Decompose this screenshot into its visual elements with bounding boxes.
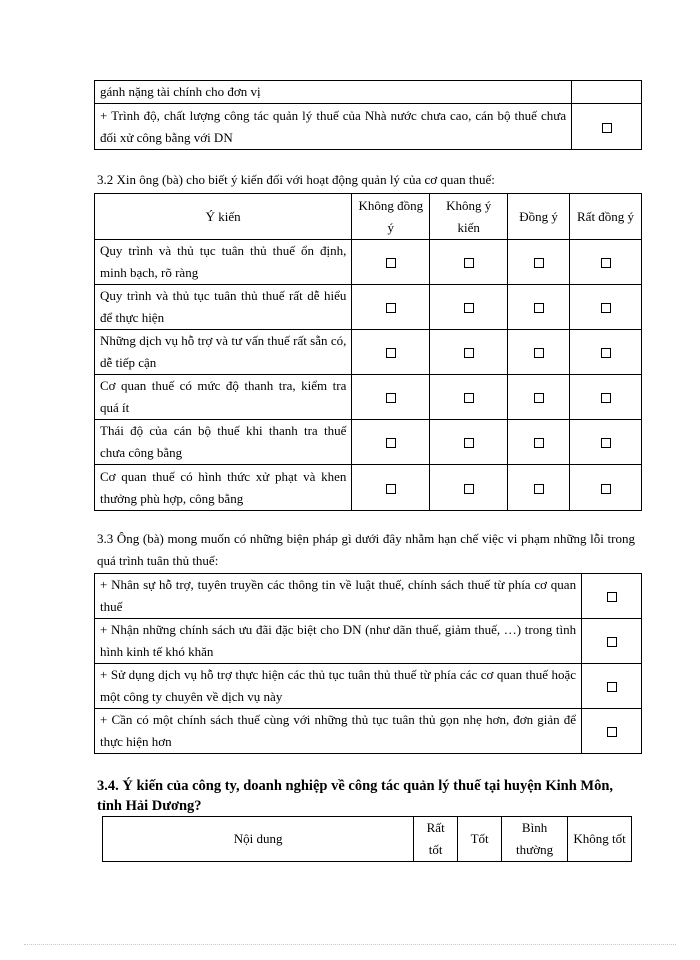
table-header-row — [103, 817, 632, 862]
checkbox-cell — [508, 330, 570, 375]
checkbox-cell — [352, 285, 430, 330]
table-row — [95, 285, 642, 330]
checkbox[interactable] — [464, 348, 474, 358]
checkbox[interactable] — [464, 303, 474, 313]
checkbox[interactable] — [534, 348, 544, 358]
section-3-4-title: 3.4. Ý kiến của công ty, doanh nghiệp về công tác quản lý thuế tại huyện Kinh Môn, tỉnh Hải Dương? — [97, 778, 614, 814]
checkbox-cell — [570, 285, 642, 330]
checkbox-cell — [352, 240, 430, 285]
checkbox-cell — [570, 420, 642, 465]
checkbox[interactable] — [534, 303, 544, 313]
table-row — [95, 420, 642, 465]
checkbox[interactable] — [601, 348, 611, 358]
checkbox-cell — [572, 104, 642, 150]
table-row — [95, 375, 642, 420]
checkbox-cell — [582, 574, 642, 619]
row-text: + Cần có một chính sách thuế cùng với những thủ tục tuân thủ gọn nhẹ hơn, đơn giản để thực hiện hơn — [95, 709, 582, 754]
row-text: Cơ quan thuế có hình thức xử phạt và khen thưởng phù hợp, công bằng — [95, 465, 352, 511]
checkbox-cell — [352, 375, 430, 420]
row-text: Quy trình và thủ tục tuân thủ thuế rất dễ hiểu để thực hiện — [95, 285, 352, 330]
checkbox[interactable] — [601, 484, 611, 494]
row-text: + Nhân sự hỗ trợ, tuyên truyền các thông tin về luật thuế, chính sách thuế từ phía cơ quan thuế — [95, 574, 582, 619]
checkbox[interactable] — [607, 592, 617, 602]
checkbox[interactable] — [386, 484, 396, 494]
table-opinion-tax-management — [94, 193, 642, 511]
header-agree: Đồng ý — [508, 194, 570, 240]
checkbox-cell — [570, 465, 642, 511]
checkbox-cell — [508, 240, 570, 285]
section-3-2-title: 3.2 Xin ông (bà) cho biết ý kiến đối với hoạt động quản lý của cơ quan thuế: — [97, 172, 495, 187]
checkbox-cell — [430, 420, 508, 465]
checkbox-cell — [430, 240, 508, 285]
header-no-opinion: Không ý kiến — [430, 194, 508, 240]
checkbox[interactable] — [464, 438, 474, 448]
table-row — [95, 104, 642, 150]
header-very-good: Rất tốt — [414, 817, 458, 862]
checkbox-cell — [570, 240, 642, 285]
row-text: + Nhận những chính sách ưu đãi đặc biệt cho DN (như dãn thuế, giảm thuế, …) trong tình hình kinh tế khó khăn — [95, 619, 582, 664]
table-measures — [94, 573, 642, 754]
checkbox[interactable] — [601, 258, 611, 268]
table-row — [95, 240, 642, 285]
checkbox-cell — [508, 465, 570, 511]
checkbox[interactable] — [464, 258, 474, 268]
table-row — [95, 619, 642, 664]
checkbox[interactable] — [601, 303, 611, 313]
header-not-good: Không tốt — [568, 817, 632, 862]
row-text: gánh nặng tài chính cho đơn vị — [95, 81, 572, 104]
checkbox-cell — [352, 465, 430, 511]
checkbox-cell — [430, 375, 508, 420]
checkbox[interactable] — [602, 123, 612, 133]
table-row — [95, 465, 642, 511]
page-bottom-divider — [24, 944, 676, 945]
checkbox[interactable] — [607, 682, 617, 692]
checkbox-cell — [430, 465, 508, 511]
table-tax-burden — [94, 80, 642, 150]
checkbox[interactable] — [386, 438, 396, 448]
checkbox[interactable] — [386, 348, 396, 358]
table-row — [95, 574, 642, 619]
checkbox[interactable] — [464, 393, 474, 403]
checkbox-cell — [430, 330, 508, 375]
table-opinion-company — [102, 816, 632, 862]
checkbox[interactable] — [534, 393, 544, 403]
row-text: Thái độ của cán bộ thuế khi thanh tra thuế chưa công bằng — [95, 420, 352, 465]
checkbox[interactable] — [534, 438, 544, 448]
row-text: + Trình độ, chất lượng công tác quản lý thuế của Nhà nước chưa cao, cán bộ thuế chưa đối xử công bằng với DN — [95, 104, 572, 150]
checkbox[interactable] — [601, 438, 611, 448]
checkbox-cell — [352, 420, 430, 465]
header-normal: Bình thường — [502, 817, 568, 862]
header-opinion: Ý kiến — [95, 194, 352, 240]
table-header-row — [95, 194, 642, 240]
header-disagree: Không đồng ý — [352, 194, 430, 240]
checkbox-cell — [570, 375, 642, 420]
table-row — [95, 709, 642, 754]
checkbox[interactable] — [607, 637, 617, 647]
checkbox[interactable] — [386, 303, 396, 313]
table-row — [95, 81, 642, 104]
checkbox[interactable] — [534, 258, 544, 268]
checkbox-cell — [352, 330, 430, 375]
checkbox-cell — [582, 619, 642, 664]
row-text: Những dịch vụ hỗ trợ và tư vấn thuế rất sẵn có, dễ tiếp cận — [95, 330, 352, 375]
checkbox[interactable] — [464, 484, 474, 494]
header-content: Nội dung — [103, 817, 414, 862]
checkbox-cell — [508, 375, 570, 420]
checkbox-cell — [582, 664, 642, 709]
checkbox-cell — [508, 420, 570, 465]
table-row — [95, 330, 642, 375]
checkbox-cell — [570, 330, 642, 375]
header-good: Tốt — [458, 817, 502, 862]
row-text: + Sử dụng dịch vụ hỗ trợ thực hiện các thủ tục tuân thủ thuế từ phía các cơ quan thuế hoặc một công ty chuyên về dịch vụ này — [95, 664, 582, 709]
checkbox[interactable] — [534, 484, 544, 494]
checkbox[interactable] — [607, 727, 617, 737]
checkbox[interactable] — [386, 258, 396, 268]
checkbox-cell — [508, 285, 570, 330]
checkbox[interactable] — [386, 393, 396, 403]
row-text: Cơ quan thuế có mức độ thanh tra, kiểm tra quá ít — [95, 375, 352, 420]
table-row — [95, 664, 642, 709]
checkbox-cell — [582, 709, 642, 754]
header-strongly-agree: Rất đồng ý — [570, 194, 642, 240]
section-3-3-title: 3.3 Ông (bà) mong muốn có những biện pháp gì dưới đây nhằm hạn chế việc vi phạm những lỗi trong quá trình tuân thủ thuế: — [97, 531, 635, 568]
checkbox[interactable] — [601, 393, 611, 403]
row-text: Quy trình và thủ tục tuân thủ thuế ổn định, minh bạch, rõ ràng — [95, 240, 352, 285]
empty-cell — [572, 81, 642, 104]
checkbox-cell — [430, 285, 508, 330]
